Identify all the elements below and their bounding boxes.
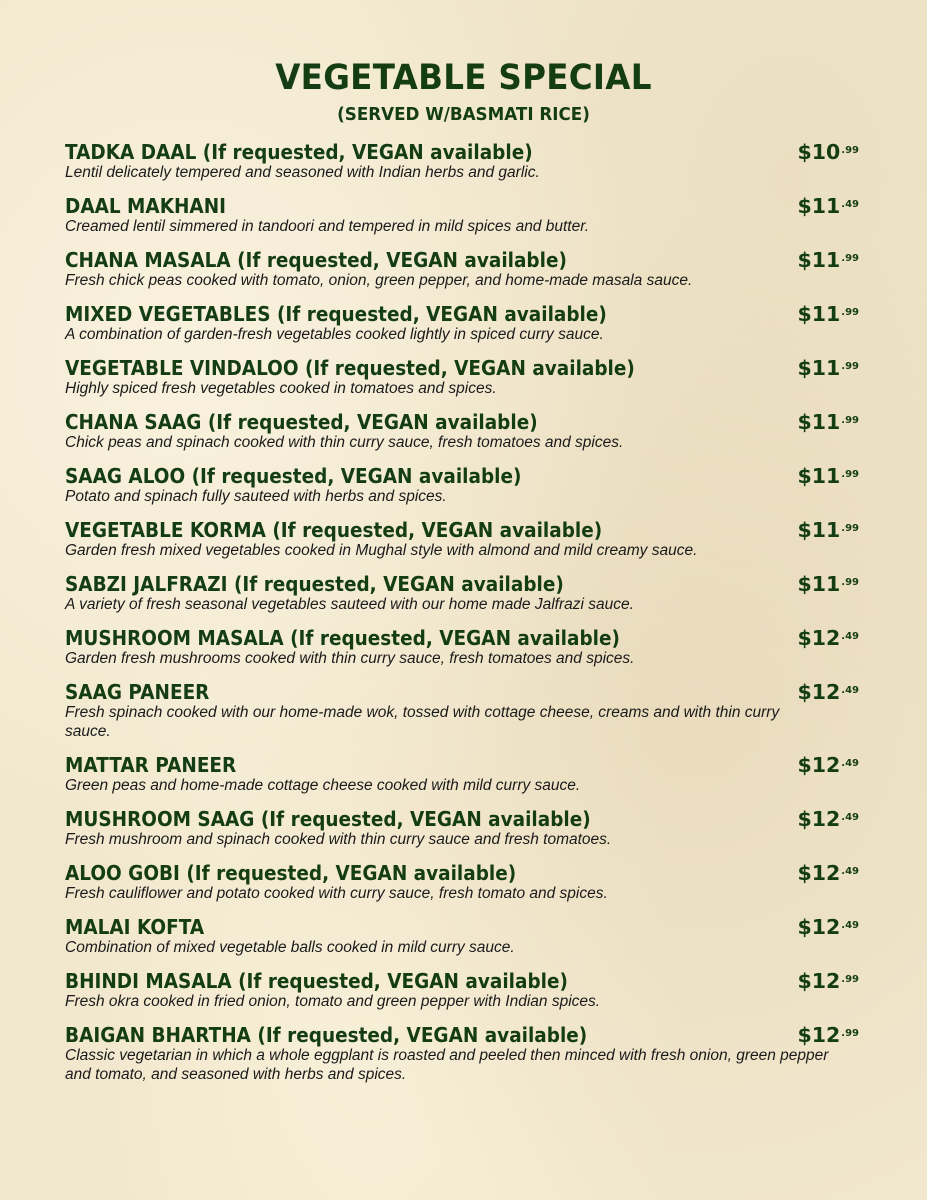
price-dollars: $11 (797, 356, 841, 380)
menu-item-price (797, 139, 859, 165)
price-dollars: $11 (797, 572, 841, 596)
price-cents: .49 (841, 920, 859, 931)
menu-item-name: MUSHROOM MASALA (If requested, VEGAN available) (65, 626, 620, 650)
menu-item (65, 752, 865, 795)
price-dollars: $11 (797, 248, 841, 272)
menu-item-description: Lentil delicately tempered and seasoned with Indian herbs and garlic. (65, 164, 540, 181)
price-dollars: $12 (797, 969, 841, 993)
menu-item-price (797, 301, 859, 327)
price-cents: .99 (841, 523, 859, 534)
menu-item-name: DAAL MAKHANI (65, 194, 227, 218)
menu-item (65, 914, 865, 957)
menu-item-name: VEGETABLE VINDALOO (If requested, VEGAN available) (65, 356, 635, 380)
menu-item-description: Potato and spinach fully sauteed with herbs and spices. (65, 488, 447, 505)
menu-item-name: MATTAR PANEER (65, 753, 237, 777)
menu-item-description: Highly spiced fresh vegetables cooked in tomatoes and spices. (65, 380, 497, 397)
price-dollars: $12 (797, 915, 841, 939)
price-cents: .49 (841, 812, 859, 823)
menu-item-name: CHANA SAAG (If requested, VEGAN available) (65, 410, 538, 434)
menu-item-description: Chick peas and spinach cooked with thin curry sauce, fresh tomatoes and spices. (65, 434, 624, 451)
menu-item-price (797, 1022, 859, 1048)
menu-item-name: MIXED VEGETABLES (If requested, VEGAN available) (65, 302, 607, 326)
price-dollars: $11 (797, 194, 841, 218)
price-cents: .49 (841, 866, 859, 877)
price-dollars: $12 (797, 807, 841, 831)
menu-item-name: MALAI KOFTA (65, 915, 205, 939)
menu-item (65, 355, 865, 398)
menu-item-description: Fresh okra cooked in fried onion, tomato and green pepper with Indian spices. (65, 993, 601, 1010)
price-dollars: $11 (797, 302, 841, 326)
menu-item-name: MUSHROOM SAAG (If requested, VEGAN available) (65, 807, 591, 831)
menu-item-price (797, 625, 859, 651)
price-dollars: $11 (797, 410, 841, 434)
price-cents: .99 (841, 974, 859, 985)
menu-item-description: Green peas and home-made cottage cheese cooked with mild curry sauce. (65, 777, 581, 794)
menu-item-name: ALOO GOBI (If requested, VEGAN available) (65, 861, 517, 885)
menu-item-name: SABZI JALFRAZI (If requested, VEGAN available) (65, 572, 564, 596)
menu-item (65, 968, 865, 1011)
price-cents: .99 (841, 415, 859, 426)
menu-item-description: Fresh chick peas cooked with tomato, onion, green pepper, and home-made masala sauce. (65, 272, 693, 289)
menu-item-name: VEGETABLE KORMA (If requested, VEGAN available) (65, 518, 603, 542)
menu-item-price (797, 463, 859, 489)
price-cents: .49 (841, 685, 859, 696)
price-cents: .99 (841, 253, 859, 264)
price-dollars: $12 (797, 1023, 841, 1047)
menu-item-price (797, 968, 859, 994)
menu-item (65, 409, 865, 452)
menu-item-name: CHANA MASALA (If requested, VEGAN available) (65, 248, 567, 272)
menu-item (65, 679, 865, 741)
menu-item (65, 625, 865, 668)
menu-item-price (797, 409, 859, 435)
menu-item-price (797, 193, 859, 219)
menu-item-description: Garden fresh mushrooms cooked with thin curry sauce, fresh tomatoes and spices. (65, 650, 635, 667)
price-dollars: $12 (797, 680, 841, 704)
menu-item-name: SAAG ALOO (If requested, VEGAN available) (65, 464, 522, 488)
menu-item-description: Fresh cauliflower and potato cooked with curry sauce, fresh tomato and spices. (65, 885, 608, 902)
price-dollars: $12 (797, 626, 841, 650)
price-dollars: $11 (797, 464, 841, 488)
menu-item-description: A combination of garden-fresh vegetables cooked lightly in spiced curry sauce. (65, 326, 604, 343)
price-dollars: $11 (797, 518, 841, 542)
menu-item-description: Classic vegetarian in which a whole eggplant is roasted and peeled then minced with fresh onion, green pepper and tomato, and seasoned with herbs and spices. (65, 1047, 829, 1083)
menu-item (65, 517, 865, 560)
price-dollars: $12 (797, 861, 841, 885)
price-cents: .99 (841, 361, 859, 372)
menu-item-price (797, 571, 859, 597)
page-subtitle: (SERVED W/BASMATI RICE) (337, 104, 590, 125)
price-cents: .99 (841, 577, 859, 588)
price-dollars: $10 (797, 140, 841, 164)
menu-item-description: A variety of fresh seasonal vegetables sauteed with our home made Jalfrazi sauce. (65, 596, 634, 613)
menu-item-description: Combination of mixed vegetable balls cooked in mild curry sauce. (65, 939, 515, 956)
menu-item-price (797, 914, 859, 940)
menu-item-description: Garden fresh mixed vegetables cooked in Mughal style with almond and mild creamy sauce. (65, 542, 698, 559)
menu-item-description: Creamed lentil simmered in tandoori and tempered in mild spices and butter. (65, 218, 590, 235)
menu-item-price (797, 860, 859, 886)
menu-item-description: Fresh mushroom and spinach cooked with thin curry sauce and fresh tomatoes. (65, 831, 612, 848)
menu-item-price (797, 355, 859, 381)
page-title: VEGETABLE SPECIAL (275, 58, 652, 98)
price-cents: .49 (841, 758, 859, 769)
menu-item-price (797, 517, 859, 543)
menu-item-price (797, 752, 859, 778)
menu-items-list (65, 139, 865, 1095)
menu-item-name: SAAG PANEER (65, 680, 210, 704)
price-cents: .49 (841, 199, 859, 210)
price-cents: .99 (841, 145, 859, 156)
menu-item-description: Fresh spinach cooked with our home-made wok, tossed with cottage cheese, creams and with thin curry sauce. (65, 704, 780, 740)
price-dollars: $12 (797, 753, 841, 777)
menu-item (65, 1022, 865, 1084)
menu-item-price (797, 679, 859, 705)
price-cents: .49 (841, 631, 859, 642)
price-cents: .99 (841, 307, 859, 318)
menu-item (65, 860, 865, 903)
menu-item-name: BHINDI MASALA (If requested, VEGAN available) (65, 969, 568, 993)
price-cents: .99 (841, 1028, 859, 1039)
menu-item (65, 193, 865, 236)
menu-item-name: TADKA DAAL (If requested, VEGAN available) (65, 140, 533, 164)
menu-item-name: BAIGAN BHARTHA (If requested, VEGAN available) (65, 1023, 588, 1047)
menu-item (65, 301, 865, 344)
menu-item-price (797, 806, 859, 832)
menu-item (65, 247, 865, 290)
menu-item-price (797, 247, 859, 273)
menu-item (65, 463, 865, 506)
menu-item (65, 806, 865, 849)
price-cents: .99 (841, 469, 859, 480)
menu-item (65, 571, 865, 614)
menu-item (65, 139, 865, 182)
